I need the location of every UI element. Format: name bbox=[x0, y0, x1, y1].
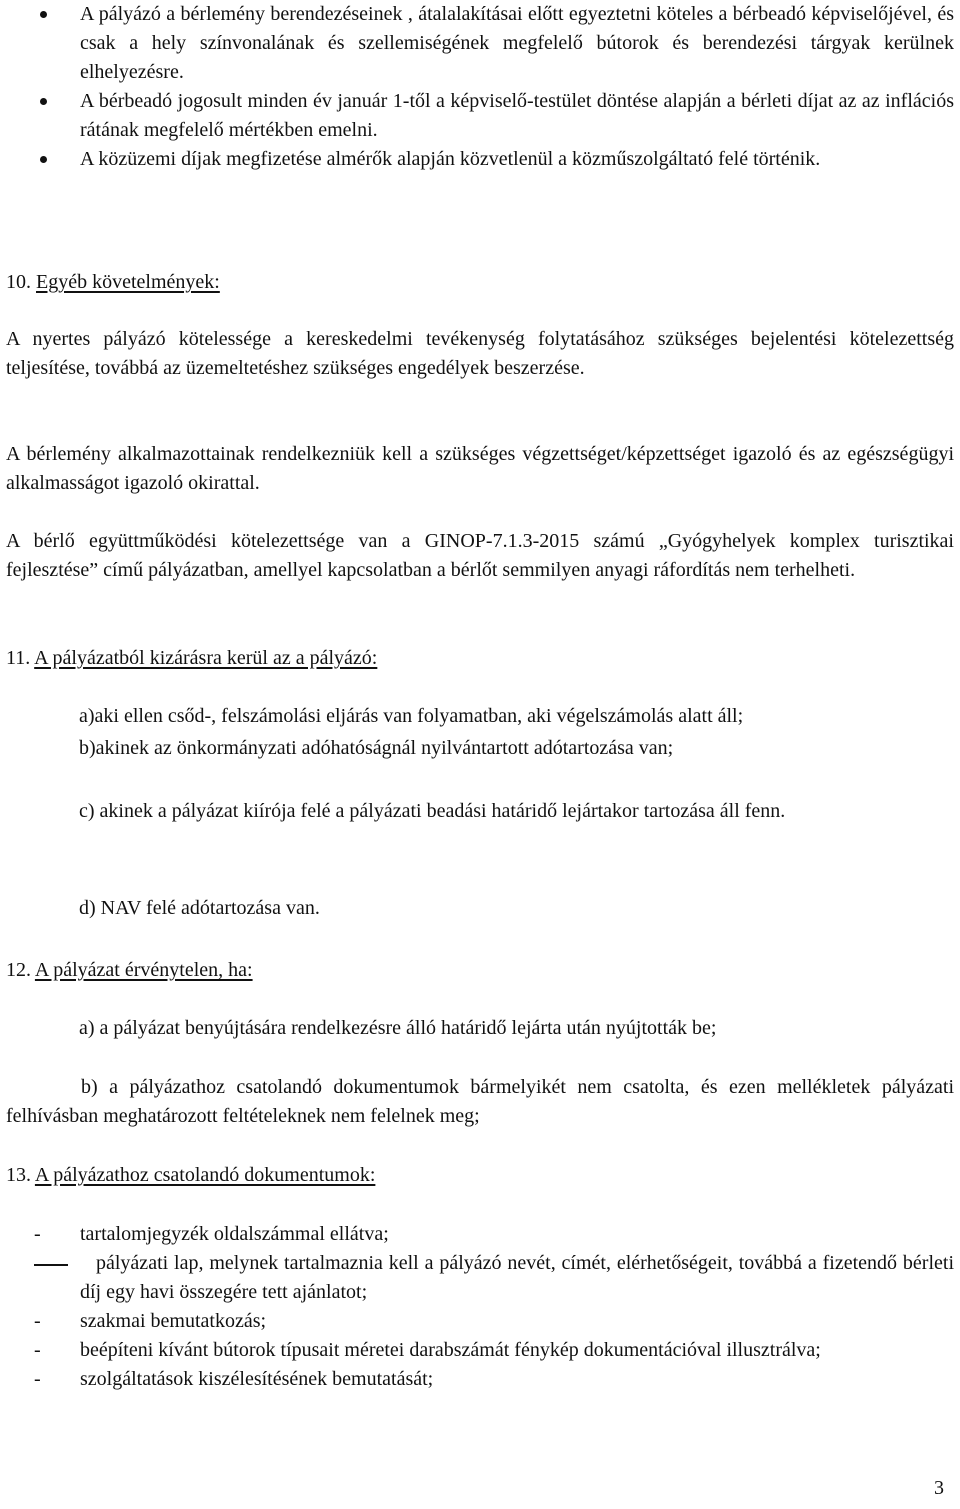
exclusion-item bbox=[6, 894, 960, 923]
list-item-text: beépíteni kívánt bútorok típusait méretei darabszámát fénykép dokumentációval illusztrálva; bbox=[80, 1339, 821, 1361]
bullet-text: A bérbeadó jogosult minden év január 1-től a képviselő-testület döntése alapján a bérleti díjat az az inflációs rátának megfelelő mértékben emelni. bbox=[80, 90, 954, 141]
section-number: 10. bbox=[6, 271, 31, 293]
invalidity-item bbox=[6, 1014, 960, 1043]
document-list bbox=[6, 1220, 954, 1394]
bullet-item bbox=[6, 87, 954, 145]
list-item: b) a pályázathoz csatolandó dokumentumok bármelyikét nem csatolta, és ezen mellékletek pályázati felhívásban meghatározott feltételeknek nem felelnek meg; bbox=[6, 1076, 954, 1127]
list-item: a)aki ellen csőd-, felszámolási eljárás van folyamatban, aki végelszámolás alatt áll; bbox=[79, 705, 744, 727]
dash-icon: - bbox=[34, 1339, 41, 1361]
list-item: a) a pályázat benyújtására rendelkezésre álló határidő lejárta után nyújtották be; bbox=[79, 1017, 717, 1039]
paragraph: A bérlemény alkalmazottainak rendelkezniük kell a szükséges végzettséget/képzettséget igazoló és az egészségügyi alkalmasságot igazoló okirattal. bbox=[6, 443, 954, 494]
section-title: A pályázat érvénytelen, ha: bbox=[34, 959, 253, 981]
dash-icon: - bbox=[34, 1368, 41, 1390]
list-item bbox=[6, 1365, 954, 1394]
list-item bbox=[6, 1249, 954, 1307]
section-10-paragraph bbox=[6, 325, 954, 383]
section-10-paragraph bbox=[6, 527, 954, 585]
exclusion-item bbox=[6, 797, 954, 826]
bullet-text: A közüzemi díjak megfizetése almérők alapján közvetlenül a közműszolgáltató felé történik. bbox=[80, 148, 821, 170]
bullet-icon bbox=[40, 156, 47, 163]
bullet-icon bbox=[40, 11, 47, 18]
section-10-heading bbox=[6, 268, 954, 297]
bullet-text: A pályázó a bérlemény berendezéseinek , átalalakításai előtt egyeztetni köteles a bérbeadó képviselőjével, és csak a hely színvonalának és szellemiségének megfelelő bútorok és berendezési tárgyak kerülnek elhelyezésre. bbox=[80, 3, 954, 83]
section-11-heading bbox=[6, 644, 954, 673]
dash-icon: - bbox=[34, 1223, 41, 1245]
section-number: 13. bbox=[6, 1164, 31, 1186]
bullet-item bbox=[6, 145, 954, 174]
bullet-list bbox=[6, 0, 954, 174]
section-13-heading bbox=[6, 1161, 954, 1190]
paragraph: A bérlő együttműködési kötelezettsége van a GINOP-7.1.3-2015 számú „Gyógyhelyek komplex turisztikai fejlesztése” című pályázatban, amellyel kapcsolatban a bérlőt semmilyen anyagi ráfordítás nem terhelheti. bbox=[6, 530, 954, 581]
list-item: c) akinek a pályázat kiírója felé a pályázati beadási határidő lejártakor tartozása áll fenn. bbox=[79, 800, 786, 822]
list-item: b)akinek az önkormányzati adóhatóságnál nyilvántartott adótartozása van; bbox=[79, 737, 674, 759]
section-title: A pályázatból kizárásra kerül az a pályázó: bbox=[34, 647, 378, 669]
list-item-text: tartalomjegyzék oldalszámmal ellátva; bbox=[80, 1223, 389, 1245]
bullet-icon bbox=[40, 98, 47, 105]
list-item-text: szakmai bemutatkozás; bbox=[80, 1310, 267, 1332]
section-number: 11. bbox=[6, 647, 31, 669]
list-item bbox=[6, 1307, 954, 1336]
list-item-text: szolgáltatások kiszélesítésének bemutatását; bbox=[80, 1368, 434, 1390]
section-10-paragraph bbox=[6, 440, 954, 498]
section-number: 12. bbox=[6, 959, 31, 981]
exclusion-item bbox=[6, 702, 960, 731]
list-item: d) NAV felé adótartozása van. bbox=[79, 897, 320, 919]
section-title: Egyéb követelmények: bbox=[36, 271, 220, 293]
list-item bbox=[6, 1220, 954, 1249]
list-item bbox=[6, 1336, 954, 1365]
document-page bbox=[6, 0, 954, 1509]
section-12-heading bbox=[6, 956, 954, 985]
invalidity-item bbox=[6, 1073, 954, 1131]
list-item-text: pályázati lap, melynek tartalmaznia kell a pályázó nevét, címét, elérhetőségeit, továbbá a fizetendő bérleti díj egy havi összegére tett ajánlatot; bbox=[80, 1252, 954, 1303]
section-title: A pályázathoz csatolandó dokumentumok: bbox=[34, 1164, 376, 1186]
page-number: 3 bbox=[934, 1477, 944, 1499]
bullet-item bbox=[6, 0, 954, 87]
exclusion-item bbox=[6, 734, 960, 763]
paragraph: A nyertes pályázó kötelessége a kereskedelmi tevékenység folytatásához szükséges bejelentési kötelezettség teljesítése, továbbá az üzemeltetéshez szükséges engedélyek beszerzése. bbox=[6, 328, 954, 379]
long-dash-icon bbox=[34, 1264, 68, 1266]
dash-icon: - bbox=[34, 1310, 41, 1332]
